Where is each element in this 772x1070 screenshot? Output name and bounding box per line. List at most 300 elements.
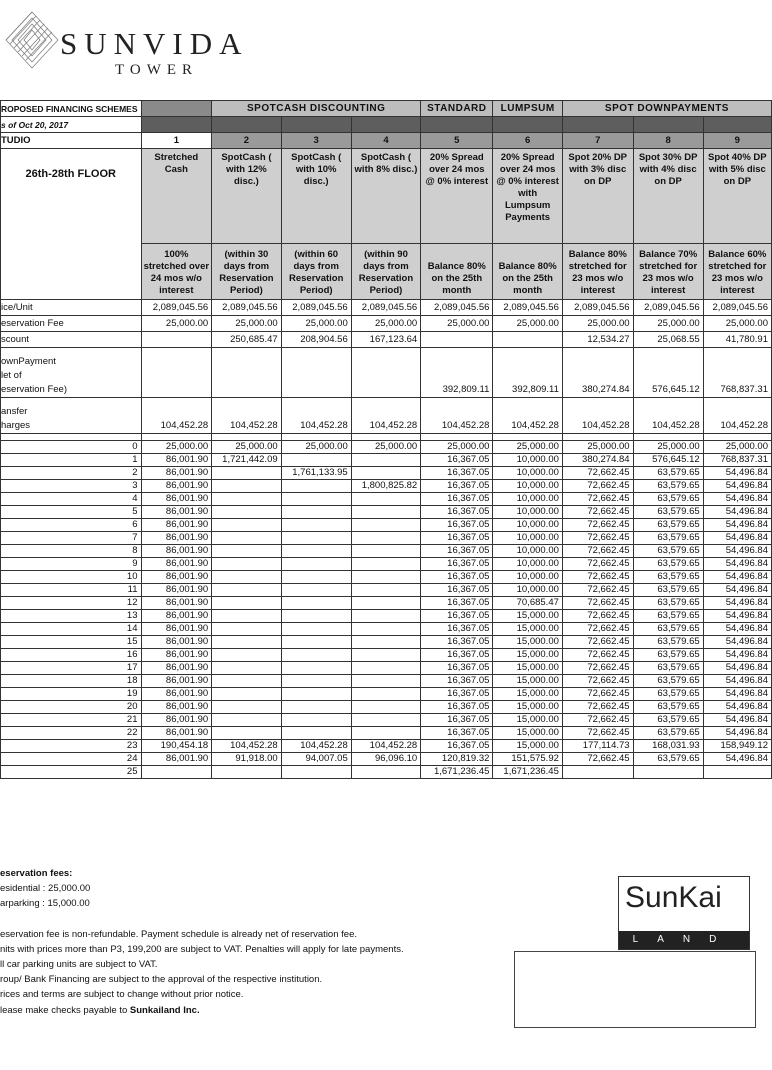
payment-cell: 54,496.84 — [703, 675, 771, 688]
cell-value: 2,089,045.56 — [633, 300, 703, 316]
payment-cell: 63,579.65 — [633, 688, 703, 701]
month-number: 3 — [1, 480, 142, 493]
scheme-title: SpotCash ( with 12% disc.) — [212, 149, 281, 244]
payment-cell — [281, 454, 351, 467]
payment-cell: 10,000.00 — [493, 571, 562, 584]
payment-cell — [212, 688, 281, 701]
payment-cell — [212, 467, 281, 480]
payment-cell: 63,579.65 — [633, 727, 703, 740]
cell-value — [141, 332, 212, 348]
payment-cell: 25,000.00 — [421, 441, 493, 454]
payment-cell — [351, 454, 420, 467]
payment-cell: 86,001.90 — [141, 701, 212, 714]
payment-cell — [351, 610, 420, 623]
payment-cell — [351, 558, 420, 571]
payment-cell: 96,096.10 — [351, 753, 420, 766]
month-number: 5 — [1, 506, 142, 519]
payment-cell: 86,001.90 — [141, 688, 212, 701]
payment-cell: 72,662.45 — [562, 519, 633, 532]
payment-cell: 54,496.84 — [703, 649, 771, 662]
cell-value: 250,685.47 — [212, 332, 281, 348]
payment-cell: 15,000.00 — [493, 610, 562, 623]
payment-cell: 16,367.05 — [421, 636, 493, 649]
payment-cell: 1,761,133.95 — [281, 467, 351, 480]
cell-value: 392,809.11 — [493, 348, 562, 398]
schedule-row — [1, 636, 772, 649]
payment-cell — [212, 636, 281, 649]
payment-cell: 63,579.65 — [633, 662, 703, 675]
payment-cell: 63,579.65 — [633, 493, 703, 506]
payment-cell: 16,367.05 — [421, 584, 493, 597]
payment-cell: 86,001.90 — [141, 545, 212, 558]
payment-cell — [281, 558, 351, 571]
payment-cell: 63,579.65 — [633, 675, 703, 688]
cell-value: 768,837.31 — [703, 348, 771, 398]
payment-cell: 1,671,236.45 — [421, 766, 493, 779]
month-number: 9 — [1, 558, 142, 571]
column-number: 3 — [281, 133, 351, 149]
blank-signature-box — [514, 951, 756, 1028]
payment-cell: 10,000.00 — [493, 506, 562, 519]
payment-cell: 15,000.00 — [493, 727, 562, 740]
group-spotcash: SPOTCASH DISCOUNTING — [212, 101, 421, 117]
payment-cell: 72,662.45 — [562, 701, 633, 714]
payment-cell: 15,000.00 — [493, 649, 562, 662]
payment-cell — [351, 766, 420, 779]
payment-cell — [281, 675, 351, 688]
payment-cell: 10,000.00 — [493, 584, 562, 597]
payment-cell: 16,367.05 — [421, 675, 493, 688]
payment-cell — [212, 506, 281, 519]
payment-cell: 72,662.45 — [562, 545, 633, 558]
payment-cell — [281, 519, 351, 532]
schedule-row — [1, 740, 772, 753]
month-number: 22 — [1, 727, 142, 740]
payment-cell: 16,367.05 — [421, 571, 493, 584]
payment-cell: 86,001.90 — [141, 623, 212, 636]
asof-date: s of Oct 20, 2017 — [1, 117, 142, 133]
payment-cell — [351, 545, 420, 558]
payment-cell — [351, 571, 420, 584]
payment-cell — [212, 584, 281, 597]
payment-cell — [281, 480, 351, 493]
payment-cell — [212, 545, 281, 558]
payment-cell — [281, 688, 351, 701]
payment-cell — [281, 766, 351, 779]
payment-cell: 63,579.65 — [633, 753, 703, 766]
payment-cell: 104,452.28 — [351, 740, 420, 753]
cell-value — [351, 348, 420, 398]
payment-cell: 10,000.00 — [493, 545, 562, 558]
payment-cell: 86,001.90 — [141, 506, 212, 519]
sunkai-logo — [618, 876, 750, 950]
schedule-row — [1, 545, 772, 558]
cell-value — [281, 348, 351, 398]
payment-cell — [212, 727, 281, 740]
payment-cell: 10,000.00 — [493, 480, 562, 493]
payment-cell: 63,579.65 — [633, 597, 703, 610]
payment-cell: 63,579.65 — [633, 545, 703, 558]
payment-cell: 72,662.45 — [562, 610, 633, 623]
payment-cell — [281, 636, 351, 649]
payment-cell: 16,367.05 — [421, 623, 493, 636]
payment-cell: 16,367.05 — [421, 532, 493, 545]
payment-cell — [212, 610, 281, 623]
payment-cell: 104,452.28 — [212, 740, 281, 753]
payment-cell: 104,452.28 — [281, 740, 351, 753]
column-number: 6 — [493, 133, 562, 149]
payment-cell — [212, 662, 281, 675]
sunkai-name: SunKai — [625, 881, 722, 914]
payment-cell: 16,367.05 — [421, 662, 493, 675]
downpayment-row — [1, 348, 772, 398]
month-number: 0 — [1, 441, 142, 454]
payment-cell — [281, 506, 351, 519]
payment-cell — [351, 727, 420, 740]
schedule-row — [1, 506, 772, 519]
payment-cell: 63,579.65 — [633, 519, 703, 532]
payment-cell: 16,367.05 — [421, 506, 493, 519]
payment-cell: 54,496.84 — [703, 480, 771, 493]
row-label: eservation Fee — [1, 316, 142, 332]
payment-cell: 86,001.90 — [141, 467, 212, 480]
payment-cell — [212, 532, 281, 545]
schedule-row — [1, 532, 772, 545]
payment-cell: 576,645.12 — [633, 454, 703, 467]
payment-cell — [351, 714, 420, 727]
scheme-title: 20% Spread over 24 mos @ 0% interest with Lumpsum Payments — [493, 149, 562, 244]
column-number: 2 — [212, 133, 281, 149]
payment-cell: 63,579.65 — [633, 636, 703, 649]
payment-cell — [212, 701, 281, 714]
cell-value: 104,452.28 — [281, 398, 351, 434]
payment-cell: 1,800,825.82 — [351, 480, 420, 493]
payment-cell — [281, 701, 351, 714]
payment-cell: 10,000.00 — [493, 532, 562, 545]
payment-cell — [281, 623, 351, 636]
schedule-row — [1, 441, 772, 454]
payment-cell: 54,496.84 — [703, 610, 771, 623]
payment-cell: 54,496.84 — [703, 753, 771, 766]
schedule-row — [1, 493, 772, 506]
payment-cell: 10,000.00 — [493, 454, 562, 467]
scheme-title: 20% Spread over 24 mos @ 0% interest — [421, 149, 493, 244]
month-number: 6 — [1, 519, 142, 532]
payment-cell — [351, 636, 420, 649]
payment-cell: 63,579.65 — [633, 467, 703, 480]
month-number: 25 — [1, 766, 142, 779]
cell-value: 380,274.84 — [562, 348, 633, 398]
payment-cell: 16,367.05 — [421, 467, 493, 480]
month-number: 10 — [1, 571, 142, 584]
schedule-row — [1, 454, 772, 467]
cell-value: 25,000.00 — [421, 316, 493, 332]
payment-cell: 16,367.05 — [421, 480, 493, 493]
payment-cell — [351, 506, 420, 519]
payment-cell: 86,001.90 — [141, 610, 212, 623]
payment-cell: 16,367.05 — [421, 701, 493, 714]
payment-cell: 15,000.00 — [493, 688, 562, 701]
spacer-row — [1, 434, 772, 441]
payment-cell: 54,496.84 — [703, 506, 771, 519]
month-number: 24 — [1, 753, 142, 766]
schedule-row — [1, 519, 772, 532]
column-number: 7 — [562, 133, 633, 149]
payment-cell: 94,007.05 — [281, 753, 351, 766]
cell-value: 2,089,045.56 — [281, 300, 351, 316]
cell-value: 104,452.28 — [212, 398, 281, 434]
month-number: 14 — [1, 623, 142, 636]
schedule-row — [1, 727, 772, 740]
column-number: 4 — [351, 133, 420, 149]
payment-cell: 15,000.00 — [493, 675, 562, 688]
column-number: 1 — [141, 133, 212, 149]
sunkai-land-bar: LAND — [619, 931, 749, 949]
schedule-row — [1, 584, 772, 597]
payment-cell: 10,000.00 — [493, 467, 562, 480]
payment-cell — [281, 584, 351, 597]
note-1: eservation fee is non-refundable. Payment schedule is already net of reservation fee. — [0, 928, 357, 940]
schedule-row — [1, 610, 772, 623]
payment-cell — [351, 597, 420, 610]
scheme-title: SpotCash ( with 8% disc.) — [351, 149, 420, 244]
payment-cell: 54,496.84 — [703, 493, 771, 506]
cell-value — [141, 348, 212, 398]
column-number: 9 — [703, 133, 771, 149]
scheme-terms: (within 30 days from Reservation Period) — [212, 244, 281, 300]
payment-cell — [351, 467, 420, 480]
scheme-title: Stretched Cash — [141, 149, 212, 244]
payment-cell — [351, 688, 420, 701]
note-4: roup/ Bank Financing are subject to the approval of the respective institution. — [0, 974, 323, 986]
payment-cell: 16,367.05 — [421, 493, 493, 506]
cell-value: 25,000.00 — [493, 316, 562, 332]
scheme-terms: Balance 80% on the 25th month — [421, 244, 493, 300]
payment-cell: 190,454.18 — [141, 740, 212, 753]
payment-cell: 16,367.05 — [421, 649, 493, 662]
payment-cell: 54,496.84 — [703, 727, 771, 740]
payment-cell: 86,001.90 — [141, 480, 212, 493]
cell-value: 104,452.28 — [421, 398, 493, 434]
payment-cell — [212, 714, 281, 727]
payment-cell — [212, 675, 281, 688]
group-lumpsum: LUMPSUM — [493, 101, 562, 117]
schedule-row — [1, 714, 772, 727]
payment-cell: 15,000.00 — [493, 662, 562, 675]
cell-value: 104,452.28 — [562, 398, 633, 434]
payment-cell: 380,274.84 — [562, 454, 633, 467]
payee-name: Sunkailand Inc. — [129, 1004, 200, 1016]
payment-cell: 72,662.45 — [562, 636, 633, 649]
payment-cell: 63,579.65 — [633, 714, 703, 727]
cell-value: 25,000.00 — [351, 316, 420, 332]
row-label: ice/Unit — [1, 300, 142, 316]
payment-cell: 10,000.00 — [493, 493, 562, 506]
payment-cell: 72,662.45 — [562, 467, 633, 480]
payment-cell: 168,031.93 — [633, 740, 703, 753]
note-carparking: arparking : 15,000.00 — [0, 898, 90, 910]
scheme-description-row — [1, 149, 772, 244]
payment-cell: 54,496.84 — [703, 519, 771, 532]
payment-cell: 54,496.84 — [703, 714, 771, 727]
scheme-terms: Balance 80% stretched for 23 mos w/o interest — [562, 244, 633, 300]
cell-value: 2,089,045.56 — [703, 300, 771, 316]
payment-cell: 16,367.05 — [421, 610, 493, 623]
month-number: 21 — [1, 714, 142, 727]
payment-cell: 86,001.90 — [141, 675, 212, 688]
payment-cell: 1,721,442.09 — [212, 454, 281, 467]
payment-cell — [281, 649, 351, 662]
scheme-title: Spot 30% DP with 4% disc on DP — [633, 149, 703, 244]
payment-cell: 15,000.00 — [493, 701, 562, 714]
payment-cell: 54,496.84 — [703, 584, 771, 597]
payment-cell: 86,001.90 — [141, 493, 212, 506]
payment-cell: 86,001.90 — [141, 532, 212, 545]
schedule-row — [1, 623, 772, 636]
payment-cell: 54,496.84 — [703, 662, 771, 675]
payment-cell: 16,367.05 — [421, 558, 493, 571]
group-header-row — [1, 101, 772, 117]
payment-cell: 86,001.90 — [141, 454, 212, 467]
payment-cell — [212, 493, 281, 506]
price-row — [1, 300, 772, 316]
payment-cell: 72,662.45 — [562, 597, 633, 610]
payment-cell — [212, 558, 281, 571]
payment-cell: 72,662.45 — [562, 506, 633, 519]
payment-cell — [212, 480, 281, 493]
cell-value: 208,904.56 — [281, 332, 351, 348]
payment-cell: 70,685.47 — [493, 597, 562, 610]
payment-cell: 86,001.90 — [141, 519, 212, 532]
payment-cell: 54,496.84 — [703, 571, 771, 584]
asof-row — [1, 117, 772, 133]
payment-cell — [703, 766, 771, 779]
payment-cell — [281, 714, 351, 727]
cell-value: 25,000.00 — [562, 316, 633, 332]
payment-cell — [562, 766, 633, 779]
cell-value: 2,089,045.56 — [421, 300, 493, 316]
cell-value: 25,000.00 — [212, 316, 281, 332]
payment-cell: 158,949.12 — [703, 740, 771, 753]
payment-cell — [351, 623, 420, 636]
month-number: 19 — [1, 688, 142, 701]
row-label: scount — [1, 332, 142, 348]
cell-value: 12,534.27 — [562, 332, 633, 348]
financing-schedule-table — [0, 100, 772, 779]
payment-cell: 25,000.00 — [351, 441, 420, 454]
schedule-row — [1, 597, 772, 610]
payment-cell: 15,000.00 — [493, 714, 562, 727]
schedule-row — [1, 688, 772, 701]
cell-value: 25,000.00 — [141, 316, 212, 332]
payment-cell — [281, 727, 351, 740]
notes-section — [0, 866, 404, 1018]
scheme-terms: Balance 70% stretched for 23 mos w/o interest — [633, 244, 703, 300]
payment-cell — [281, 571, 351, 584]
payment-cell: 768,837.31 — [703, 454, 771, 467]
note-3: ll car parking units are subject to VAT. — [0, 959, 158, 971]
reservation-fee-row — [1, 316, 772, 332]
row-label: ownPayment let of eservation Fee) — [1, 348, 142, 398]
payment-cell: 72,662.45 — [562, 714, 633, 727]
payment-cell: 72,662.45 — [562, 649, 633, 662]
brand-subtitle: TOWER — [115, 62, 199, 78]
cell-value: 104,452.28 — [633, 398, 703, 434]
payment-cell: 86,001.90 — [141, 597, 212, 610]
payment-cell — [633, 766, 703, 779]
transfer-charges-row — [1, 398, 772, 434]
notes-title: eservation fees: — [0, 868, 73, 879]
month-number: 12 — [1, 597, 142, 610]
column-number-row — [1, 133, 772, 149]
schedule-row — [1, 766, 772, 779]
payment-cell: 177,114.73 — [562, 740, 633, 753]
payment-cell: 16,367.05 — [421, 688, 493, 701]
payment-cell: 72,662.45 — [562, 623, 633, 636]
payment-cell: 72,662.45 — [562, 688, 633, 701]
payment-cell — [212, 766, 281, 779]
payment-cell: 54,496.84 — [703, 623, 771, 636]
payment-cell — [351, 532, 420, 545]
schedule-row — [1, 571, 772, 584]
payment-cell: 15,000.00 — [493, 740, 562, 753]
payment-cell — [351, 675, 420, 688]
payment-cell — [281, 532, 351, 545]
cell-value: 2,089,045.56 — [493, 300, 562, 316]
cell-value: 25,000.00 — [633, 316, 703, 332]
scheme-title: SpotCash ( with 10% disc.) — [281, 149, 351, 244]
payment-cell: 54,496.84 — [703, 545, 771, 558]
cell-value — [212, 348, 281, 398]
payment-cell: 151,575.92 — [493, 753, 562, 766]
column-number: 5 — [421, 133, 493, 149]
month-number: 2 — [1, 467, 142, 480]
payment-cell — [351, 662, 420, 675]
cell-value: 25,000.00 — [703, 316, 771, 332]
payment-cell: 16,367.05 — [421, 740, 493, 753]
payment-cell: 25,000.00 — [493, 441, 562, 454]
payment-cell: 25,000.00 — [562, 441, 633, 454]
payment-cell: 63,579.65 — [633, 610, 703, 623]
cell-value: 104,452.28 — [493, 398, 562, 434]
note-6: lease make checks payable to Sunkailand Inc. — [0, 1004, 200, 1016]
payment-cell: 72,662.45 — [562, 675, 633, 688]
payment-cell: 72,662.45 — [562, 558, 633, 571]
payment-cell — [351, 701, 420, 714]
schemes-label: ROPOSED FINANCING SCHEMES — [1, 101, 142, 117]
payment-cell: 86,001.90 — [141, 727, 212, 740]
payment-cell — [212, 597, 281, 610]
payment-cell: 10,000.00 — [493, 519, 562, 532]
cell-value: 2,089,045.56 — [351, 300, 420, 316]
payment-cell: 72,662.45 — [562, 532, 633, 545]
cell-value: 41,780.91 — [703, 332, 771, 348]
payment-cell: 86,001.90 — [141, 662, 212, 675]
payment-cell — [281, 493, 351, 506]
scheme-terms: 100% stretched over 24 mos w/o interest — [141, 244, 212, 300]
payment-cell: 72,662.45 — [562, 493, 633, 506]
cell-value: 104,452.28 — [703, 398, 771, 434]
month-number: 4 — [1, 493, 142, 506]
month-number: 8 — [1, 545, 142, 558]
payment-cell: 72,662.45 — [562, 480, 633, 493]
cell-value: 167,123.64 — [351, 332, 420, 348]
payment-cell: 86,001.90 — [141, 636, 212, 649]
schedule-row — [1, 649, 772, 662]
payment-cell: 63,579.65 — [633, 480, 703, 493]
payment-cell: 16,367.05 — [421, 714, 493, 727]
payment-cell: 54,496.84 — [703, 558, 771, 571]
